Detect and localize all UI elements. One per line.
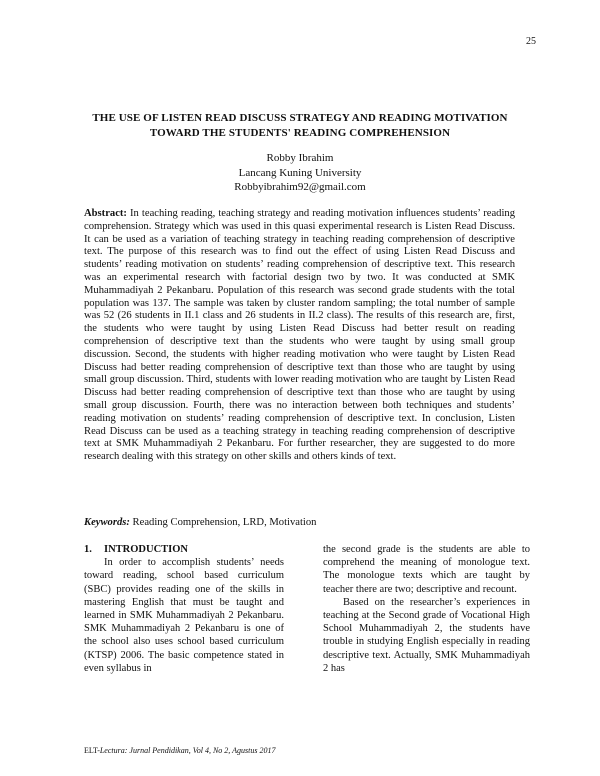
author-block [80, 151, 520, 195]
abstract-text: In teaching reading, teaching strategy and reading motivation influences students’ reading comprehension. Strategy which was used in this quasi experimental research is Listen Read Discuss. It can be used as a variation of teaching strategy in teaching reading comprehension of descriptive text. The purpose of this research was to find out the effect of using Listen Read Discuss and students’ reading motivation on students’ reading comprehension of descriptive text. This research was an experimental research with factorial design two by two. It was conducted at SMK Muhammadiyah 2 Pekanbaru. Population of this research was second grade students with the total population was 137. The sample was taken by cluster random sampling; the total number of sample was 52 (26 students in II.1 class and 26 students in II.2 class). The results of this research are, first, the students who were taught by using Listen Read Discuss had better result on reading comprehension of descriptive text than the students who were taught by using small group discussion. Second, the students with higher reading motivation who were taught by Listen Read Discuss had better reading comprehension of descriptive text than those who are taught by using small group discussion. Third, students with lower reading motivation who are taught by Listen Read Discuss had better reading comprehension of descriptive text than those who are taught by using small group discussion. Fourth, there was no interaction between both techniques and students’ reading motivation on students’ reading comprehension of descriptive text. In conclusion, Listen Read Discuss can be used as a teaching strategy in teaching reading comprehension of descriptive text at SMK Muhammadiyah 2 Pekanbaru. For further researcher, they are suggested to do more research dealing with this strategy on other skills and others kinds of text. [84, 208, 515, 463]
section-number: 1. [84, 544, 92, 555]
footer-journal: Lectura: Jurnal Pendidikan, Vol 4, No 2, Agustus 2017 [99, 746, 276, 755]
keywords-text: Reading Comprehension, LRD, Motivation [129, 517, 317, 528]
page-number: 25 [526, 36, 536, 47]
abstract-label: Abstract: [84, 208, 127, 219]
author-affiliation: Lancang Kuning University [238, 166, 362, 179]
right-column [323, 543, 530, 675]
author-email: Robbyibrahim92@gmail.com [234, 181, 366, 193]
section-title: INTRODUCTION [104, 544, 189, 555]
keywords [84, 516, 515, 529]
footer-prefix: ELT- [84, 746, 100, 755]
paper-title [80, 111, 520, 141]
intro-paragraph-right-2: Based on the researcher’s experiences in teaching at the Second grade of Vocational High School Muhammadiyah 2, the students have trouble in studying English especially in reading descriptive text. Actually, SMK Muhammadiyah 2 has [323, 596, 530, 674]
abstract [84, 208, 515, 464]
intro-paragraph-right-1: the second grade is the students are able to comprehend the meaning of monologue text. The monologue texts which are taught by teacher there are two; descriptive and recount. [323, 544, 530, 595]
left-column [84, 543, 284, 675]
section-heading [84, 543, 284, 556]
keywords-label: Keywords: [84, 517, 130, 528]
title-line-2: TOWARD THE STUDENTS' READING COMPREHENSION [149, 127, 451, 139]
title-line-1: THE USE OF LISTEN READ DISCUSS STRATEGY AND READING MOTIVATION [92, 112, 508, 124]
journal-footer [84, 746, 484, 756]
author-name: Robby Ibrahim [266, 152, 334, 164]
intro-paragraph-left: In order to accomplish students’ needs toward reading, school based curriculum (SBC) provides reading one of the skills in mastering English that must be taught and learned in SMK Muhammadiyah 2 Pekanbaru. SMK Muhammadiyah 2 Pekanbaru is one of the school also uses school based curriculum (KTSP) 2006. The basic competence stated in even syllabus in [84, 557, 284, 674]
